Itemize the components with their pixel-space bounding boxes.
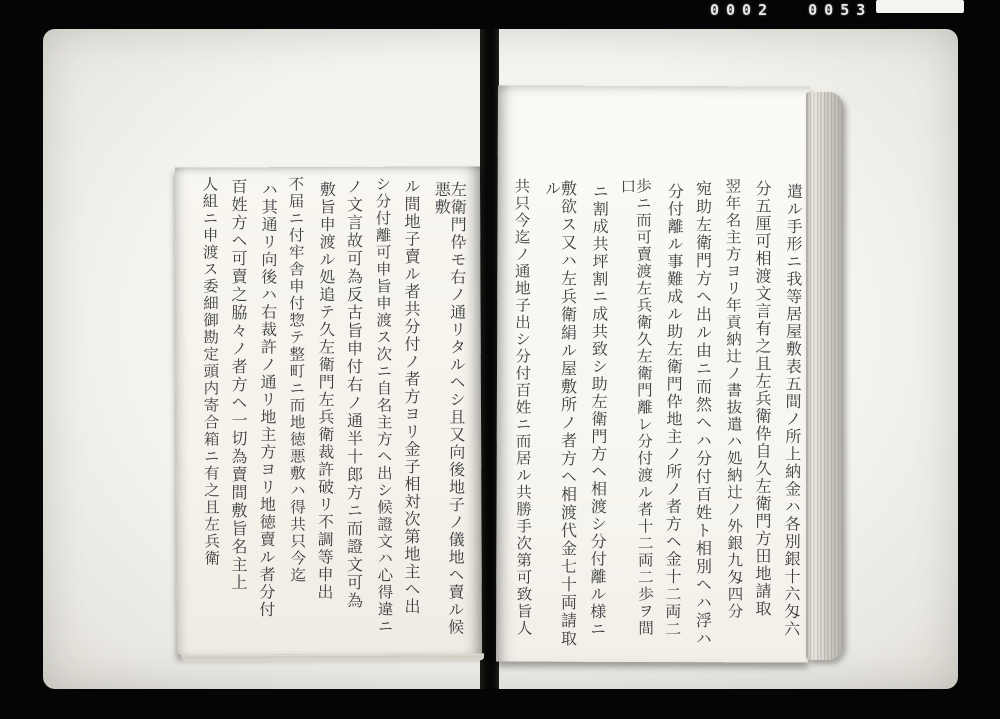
text-column: ハ其通リ向後ハ右裁許ノ通リ地主方ヨリ地徳賣ル者分付	[256, 180, 279, 619]
frame-counter: 0002 0053	[710, 1, 873, 19]
text-column: 不届ニ付牢舎申付惣テ整町ニ而地徳悪敷ハ得共只今迄	[286, 175, 307, 585]
text-column: シ分付離可申旨申渡ス次ニ自名主方ヘ出シ候證文ハ心得違ニ	[372, 175, 394, 636]
right-page-text	[512, 177, 804, 648]
text-column: 歩ニ而可賣渡左兵衛久左衛門離レ分付渡ル者十二両二歩ヲ間口	[617, 177, 654, 637]
page-stack-fore-edge	[806, 92, 843, 660]
text-column: 敷旨申渡ル処追テ久左衛門左兵衛裁許破リ不調等申出	[314, 180, 336, 602]
text-column: 人組ニ申渡ス委細御勘定頭内寄合箱ニ有之且左兵衛	[199, 175, 220, 568]
text-column: 遣ル手形ニ我等居屋敷表五間ノ所上納金ハ各別銀十六匁六	[781, 182, 804, 639]
left-page-text	[192, 175, 468, 640]
text-column: 共只今迄ノ通地子出シ分付百姓ニ而居ル共勝手次第可致旨人	[512, 177, 533, 638]
text-column: 翌年名主方ヨリ年貢納辻ノ書抜遣ハ処納辻ノ外銀九匁四分	[722, 177, 744, 621]
text-column: 分付離ル事難成ル助左衛門伜地主ノ所ノ者方ヘ金十二両二	[662, 182, 684, 639]
text-column: ル間地子賣ル者共分付ノ者方ヨリ金子相対次第地主ヘ出	[402, 178, 421, 616]
text-column: 敷欲ス又ハ左兵衛絹ル屋敷所ノ者方ヘ相渡代金七十両請取ル	[542, 180, 578, 648]
text-column: ノ文言故可為反古旨申付右ノ通半十郎方ニ而證文可為	[344, 178, 364, 610]
text-column: 左衛門伜モ右ノ通リタルヘシ且又向後地子ノ儀地ヘ賣ル候悪敷	[432, 180, 468, 637]
text-column: 宛助左衛門方ヘ出ル由ニ而然ヘハ分付百姓ト相別ヘハ浮ハ	[693, 180, 713, 648]
text-column: 百姓方ヘ可賣之脇々ノ者方ヘ一切為賣間敷旨名主上	[229, 178, 248, 592]
text-column: 分五厘可相渡文言有之且左兵衛伜自久左衛門方田地請取	[753, 180, 772, 618]
text-column: ニ割成共坪割ニ成共致シ助左衛門方ヘ相渡シ分付離ル様ニ	[587, 182, 609, 639]
film-tab	[876, 0, 964, 13]
